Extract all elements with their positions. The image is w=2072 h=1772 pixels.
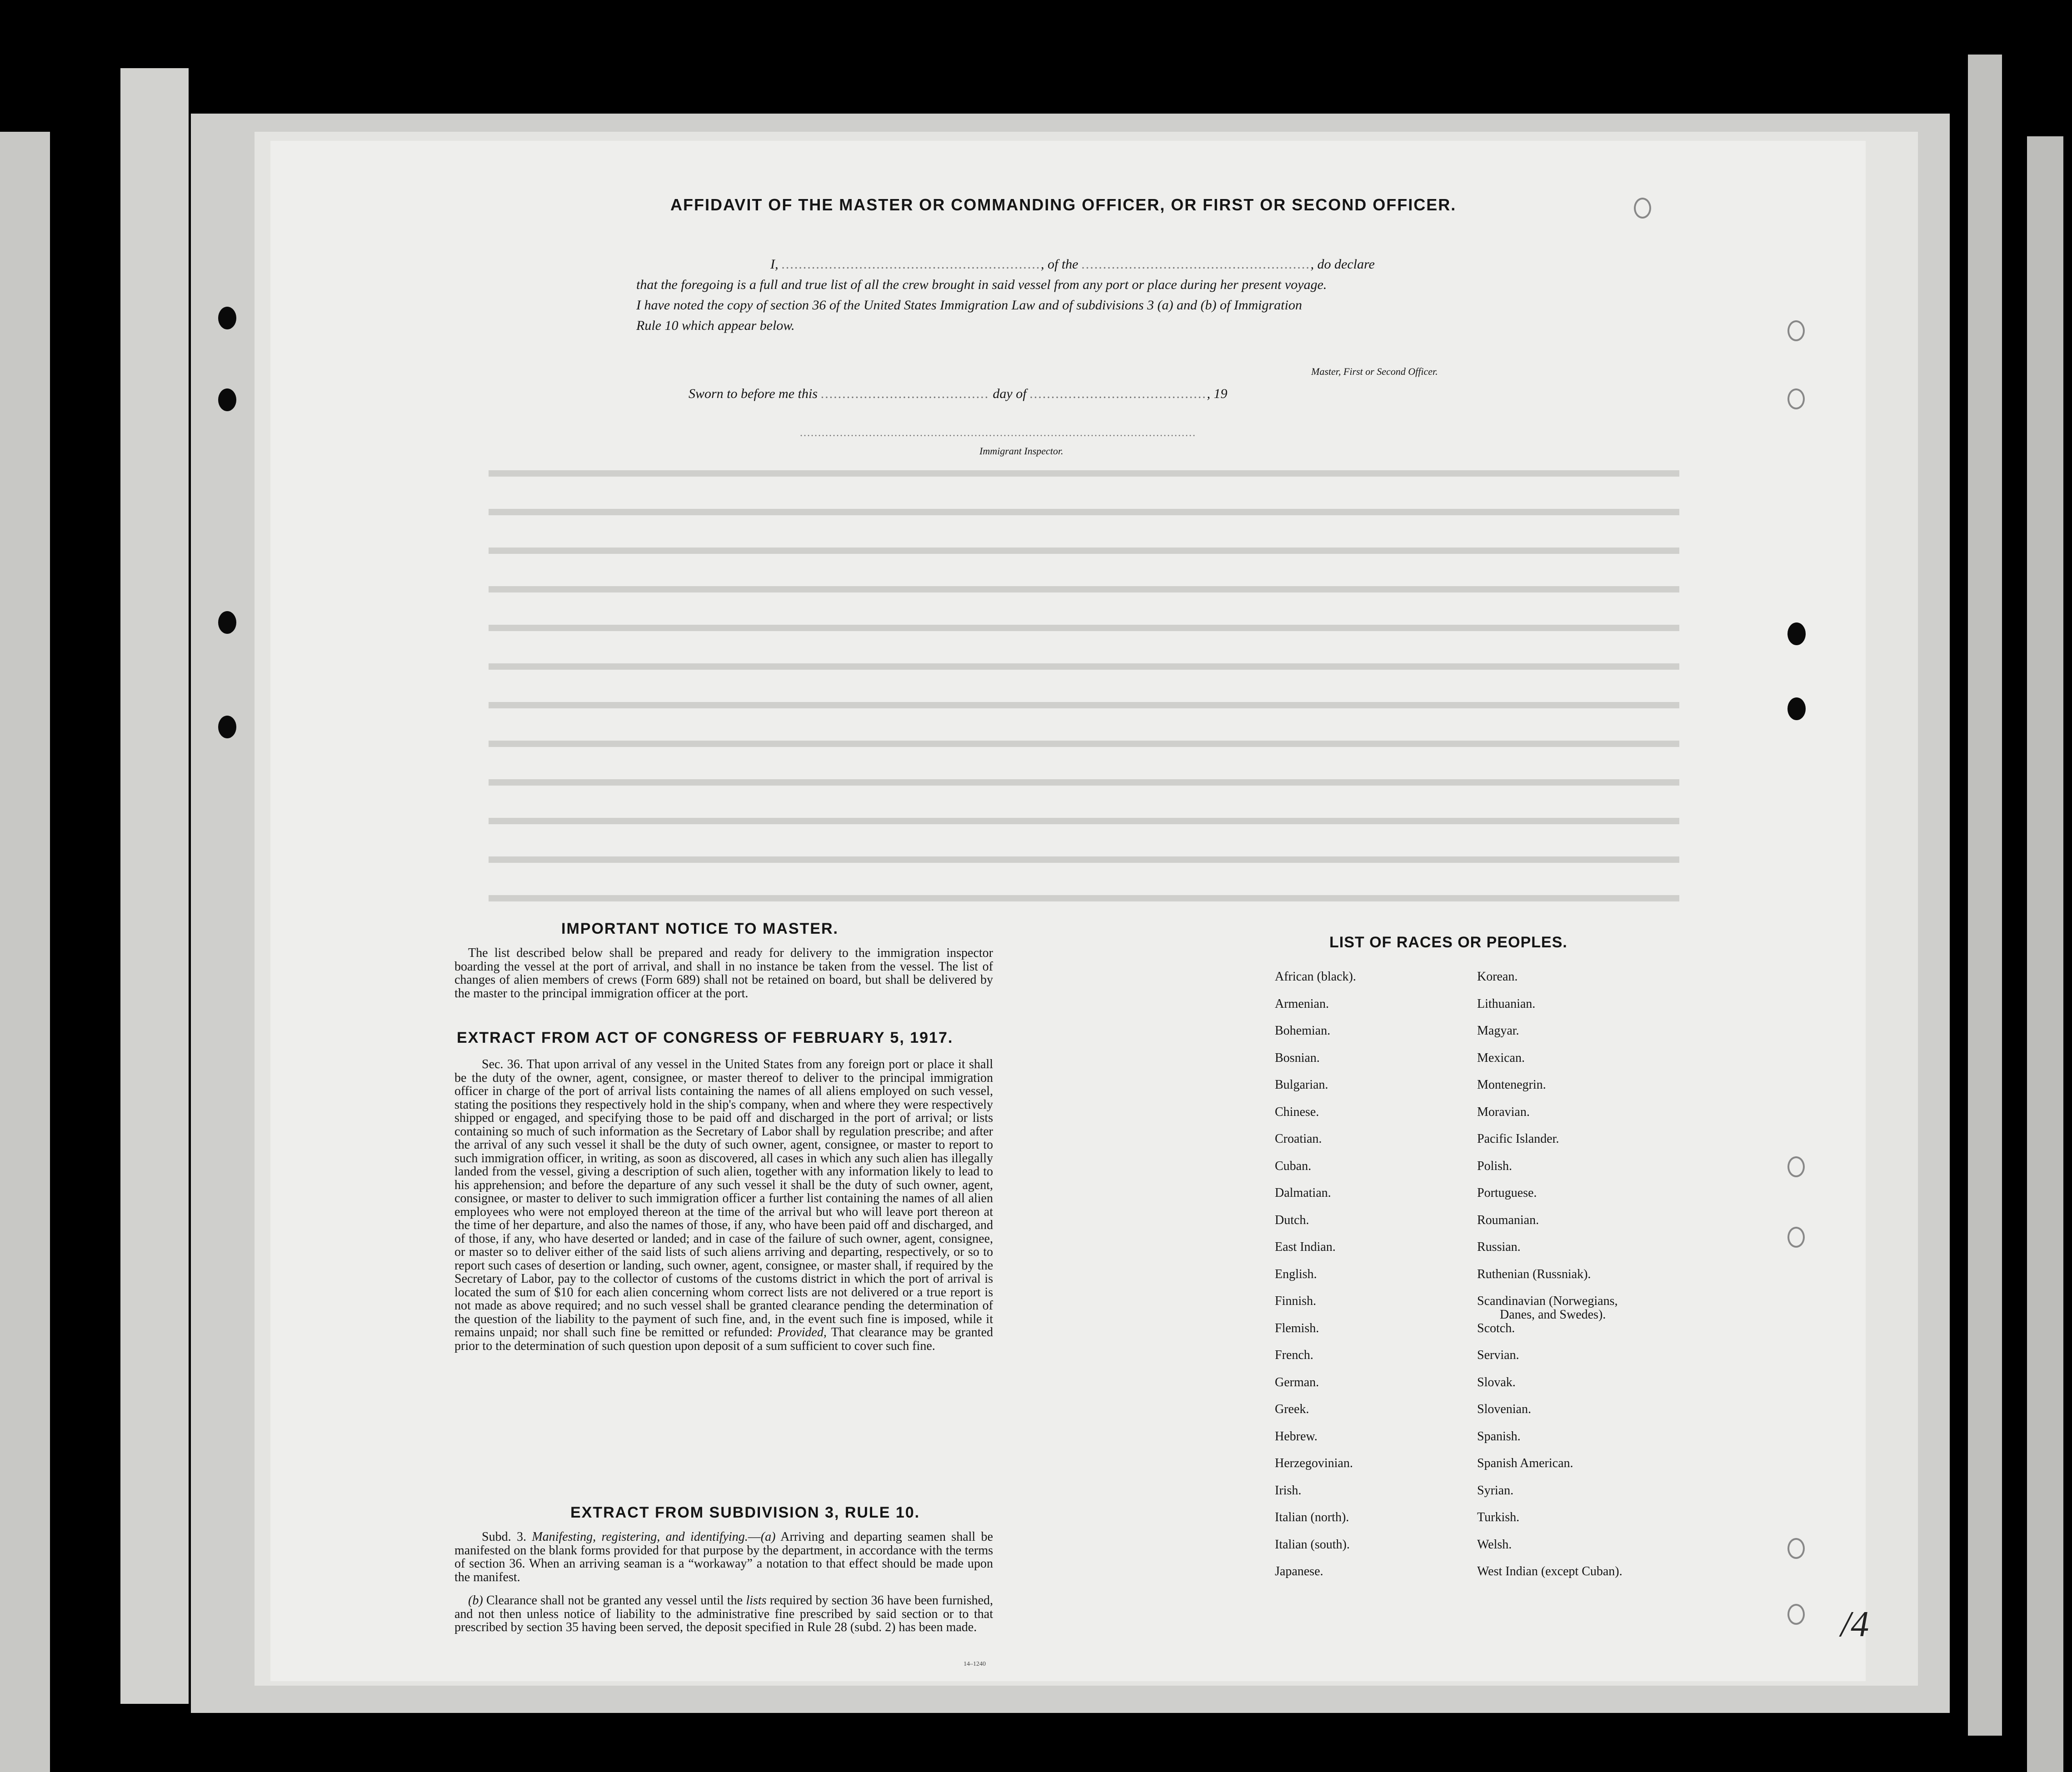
race-label: Irish. xyxy=(1275,1483,1302,1498)
punch-hole xyxy=(1787,388,1805,409)
race-label: Magyar. xyxy=(1477,1024,1519,1038)
race-item xyxy=(1477,1511,1623,1538)
race-item xyxy=(1477,1186,1623,1214)
bleed-through-row xyxy=(489,625,1679,631)
punch-hole xyxy=(218,307,236,329)
race-item xyxy=(1477,1132,1623,1160)
race-label: Korean. xyxy=(1477,970,1518,984)
rule-b-text-1: Clearance shall not be granted any vessel until the xyxy=(486,1593,743,1608)
race-label: Croatian. xyxy=(1275,1132,1322,1146)
race-item xyxy=(1275,1430,1356,1457)
race-label: English. xyxy=(1275,1267,1317,1281)
affidavit-line-3: I have noted the copy of section 36 of the United States Immigration Law and of subdivisions 3 (a) and (b) of Immigration xyxy=(636,298,1302,313)
rule-b-lists: lists xyxy=(746,1593,767,1608)
left-scan-strip-2 xyxy=(120,68,189,1704)
bleed-through-row xyxy=(489,895,1679,901)
notice-heading: IMPORTANT NOTICE TO MASTER. xyxy=(561,920,839,937)
race-item xyxy=(1275,1322,1356,1349)
bleed-through-row xyxy=(489,548,1679,554)
race-item xyxy=(1275,1403,1356,1430)
race-item xyxy=(1477,1078,1623,1105)
race-label: Ruthenian (Russniak). xyxy=(1477,1267,1591,1281)
affidavit-i: I, xyxy=(770,257,779,272)
race-label: Polish. xyxy=(1477,1159,1513,1173)
race-label: African (black). xyxy=(1275,970,1356,984)
act-text-a: That upon arrival of any vessel in the United States from any foreign port or place it shall be the duty of the owner, agent, consignee, or master thereof to deliver to the principal immigration officer in charge of the port of arrival lists containing the names of all aliens employed on such vessel, stating the positions they respectively hold in the ship's company, when and where they were respectively shipped or engaged, and specifying those to be paid off and discharged in the port of arrival; or lists containing so much of such information as the Secretary of Labor shall by regulation prescribe; and after the arrival of any such vessel it shall be the duty of such owner, agent, consignee, or master to report to such immigration officer, in writing, as soon as discovered, all cases in which any such alien has illegally landed from the vessel, giving a description of such alien, together with any information likely to lead to his apprehension; and before the departure of any such vessel it shall be the duty of such owner, agent, consignee, or master to deliver to such immigration officer a further list containing the names of all alien employees who were not employed thereon at the time of the arrival but who will leave port thereon at the time of her departure, and also the names of those, if any, who have been paid off and discharged, and of those, if any, who have deserted or landed; and in case of the failure of such owner, agent, consignee, or master so to deliver either of the said lists of such aliens arriving and departing, respectively, or so to report such cases of desertion or landing, such owner, agent, consignee, or master shall, if required by the Secretary of Labor, pay to the collector of customs of the customs district in which the port of arrival is located the sum of $10 for each alien concerning whom correct lists are not delivered or a true report is not made as above required; and no such vessel shall be granted clearance pending the determination of the question of the liability to the payment of such fine, and, in the event such fine is imposed, while it remains unpaid; nor shall such fine be remitted or refunded: xyxy=(454,1057,993,1339)
race-label: Greek. xyxy=(1275,1402,1309,1416)
sworn-day-of: day of xyxy=(993,386,1027,401)
race-label: Russian. xyxy=(1477,1240,1521,1254)
race-label: Dalmatian. xyxy=(1275,1186,1331,1200)
rule-b-text-2: required by section 36 have been furnished, and not then unless notice of liability to the administrative fine prescribed by said section or to that prescribed by section 35 having been served, the deposit specified in Rule 28 (subd. 2) has been made. xyxy=(454,1593,994,1634)
punch-hole xyxy=(1787,1156,1805,1177)
race-label: Scandinavian (Norwegians, xyxy=(1477,1294,1618,1308)
rule-subd-3b xyxy=(454,1594,993,1634)
race-label: Montenegrin. xyxy=(1477,1078,1546,1092)
rule-heading: EXTRACT FROM SUBDIVISION 3, RULE 10. xyxy=(570,1504,920,1521)
notice-text: The list described below shall be prepared and ready for delivery to the immigration inspector boarding the vessel at the port of arrival, and shall in no instance be taken from the vessel. The list of changes of alien members of crews (Form 689) shall not be retained on board, but shall be delivered by the master to the principal immigration officer at the port. xyxy=(454,946,993,1000)
inspector-label: Immigrant Inspector. xyxy=(979,445,1063,457)
affidavit-line-2: that the foregoing is a full and true list of all the crew brought in said vessel from any port or place during her present voyage. xyxy=(636,277,1327,292)
race-item xyxy=(1275,1024,1356,1051)
race-label: Syrian. xyxy=(1477,1483,1514,1498)
race-item xyxy=(1477,1565,1623,1592)
race-item xyxy=(1275,1240,1356,1268)
race-label-continued: Danes, and Swedes). xyxy=(1500,1308,1606,1322)
race-label: Bohemian. xyxy=(1275,1024,1331,1038)
race-item xyxy=(1477,1240,1623,1268)
sworn-month-blank: ......................................... xyxy=(1030,386,1207,401)
punch-hole xyxy=(1787,1227,1805,1248)
race-label: Armenian. xyxy=(1275,996,1329,1011)
race-item xyxy=(1477,970,1623,997)
race-item xyxy=(1477,1484,1623,1511)
race-label: Turkish. xyxy=(1477,1510,1520,1524)
race-label: Italian (south). xyxy=(1275,1537,1350,1552)
race-item xyxy=(1477,1294,1623,1322)
race-item xyxy=(1275,997,1356,1025)
bleed-through-row xyxy=(489,509,1679,515)
sworn-to: Sworn to before me this xyxy=(689,386,818,401)
rule-subd-3a: Subd. 3. Manifesting, registering, and identifying.—(a) Arriving and departing seamen shall be manifested on the blank forms provided for that purpose by the department, in accordance with the terms of section 36. When an arriving seaman is a “workaway” a notation to that effect should be made upon the manifest. xyxy=(454,1530,993,1584)
race-item xyxy=(1275,1132,1356,1160)
punch-hole xyxy=(1787,697,1806,720)
race-label: Roumanian. xyxy=(1477,1213,1539,1227)
race-item xyxy=(1477,1105,1623,1133)
race-item xyxy=(1477,1349,1623,1376)
race-item xyxy=(1275,1349,1356,1376)
act-sec-label: Sec. 36. xyxy=(482,1057,523,1071)
race-label: Finnish. xyxy=(1275,1294,1317,1308)
race-label: Scotch. xyxy=(1477,1321,1515,1335)
punch-hole xyxy=(218,716,236,738)
act-text-b: That clearance may be granted prior to the determination of such question upon deposit of a sum sufficient to cover such fine. xyxy=(454,1325,994,1353)
race-label: Spanish. xyxy=(1477,1429,1521,1443)
race-label: Moravian. xyxy=(1477,1105,1530,1119)
race-label: Bosnian. xyxy=(1275,1050,1320,1065)
race-item xyxy=(1275,1078,1356,1105)
sworn-day-blank: ....................................... xyxy=(821,386,989,401)
race-label: Lithuanian. xyxy=(1477,996,1536,1011)
race-item xyxy=(1275,1565,1356,1592)
bleed-through-row xyxy=(489,663,1679,670)
officer-signature-label: Master, First or Second Officer. xyxy=(1311,366,1438,377)
race-label: Cuban. xyxy=(1275,1159,1312,1173)
rule-a-label: (a) xyxy=(760,1530,776,1544)
sworn-year: , 19 xyxy=(1207,386,1228,401)
race-label: German. xyxy=(1275,1375,1319,1389)
form-number: 14–1240 xyxy=(964,1661,986,1667)
race-item xyxy=(1275,1268,1356,1295)
races-title: LIST OF RACES OR PEOPLES. xyxy=(1329,934,1568,951)
race-item xyxy=(1275,1511,1356,1538)
race-label: Mexican. xyxy=(1477,1050,1525,1065)
name-blank: ............................................................ xyxy=(782,257,1041,272)
rule-b-label: (b) xyxy=(468,1593,483,1608)
race-label: Chinese. xyxy=(1275,1105,1319,1119)
race-label: French. xyxy=(1275,1348,1313,1362)
affidavit-do-declare: , do declare xyxy=(1310,257,1375,272)
races-right-column xyxy=(1477,970,1623,1592)
punch-hole xyxy=(1787,320,1805,341)
rule-subd-title: Manifesting, registering, and identifying. xyxy=(532,1530,748,1544)
right-scan-strip xyxy=(1968,55,2002,1736)
race-item xyxy=(1275,970,1356,997)
race-label: East Indian. xyxy=(1275,1240,1336,1254)
bleed-through-row xyxy=(489,741,1679,747)
race-label: Herzegovinian. xyxy=(1275,1456,1353,1470)
race-item xyxy=(1477,1051,1623,1079)
sworn-line xyxy=(689,386,1228,402)
race-label: Pacific Islander. xyxy=(1477,1132,1559,1146)
race-item xyxy=(1477,1403,1623,1430)
races-left-column xyxy=(1275,970,1356,1592)
punch-hole xyxy=(218,611,236,634)
race-label: West Indian (except Cuban). xyxy=(1477,1564,1623,1578)
bleed-through-row xyxy=(489,818,1679,824)
bleed-through-row xyxy=(489,586,1679,592)
affidavit-of-the: , of the xyxy=(1041,257,1078,272)
race-item xyxy=(1275,1457,1356,1484)
bleed-through-row xyxy=(489,856,1679,863)
right-scan-strip-2 xyxy=(2027,136,2063,1772)
affidavit-page xyxy=(270,141,1869,1681)
race-label: Japanese. xyxy=(1275,1564,1323,1578)
race-item xyxy=(1477,1024,1623,1051)
rule-subd-label: Subd. 3. xyxy=(482,1530,526,1544)
race-item xyxy=(1477,1430,1623,1457)
punch-hole xyxy=(218,388,236,411)
race-label: Portuguese. xyxy=(1477,1186,1537,1200)
handwritten-mark: /4 xyxy=(1841,1604,1869,1644)
race-label: Spanish American. xyxy=(1477,1456,1573,1470)
race-item xyxy=(1275,1051,1356,1079)
race-label: Hebrew. xyxy=(1275,1429,1318,1443)
race-label: Welsh. xyxy=(1477,1537,1512,1552)
punch-hole xyxy=(1787,1604,1805,1625)
punch-hole xyxy=(1634,198,1651,219)
race-label: Bulgarian. xyxy=(1275,1078,1328,1092)
race-label: Slovenian. xyxy=(1477,1402,1531,1416)
bleed-through-row xyxy=(489,779,1679,786)
inspector-signature-blank: ............................................................................................................. xyxy=(800,427,1196,439)
bleed-through-row xyxy=(489,470,1679,477)
act-heading: EXTRACT FROM ACT OF CONGRESS OF FEBRUARY 5, 1917. xyxy=(457,1029,954,1046)
race-item xyxy=(1275,1376,1356,1403)
affidavit-line-4: Rule 10 which appear below. xyxy=(636,318,795,333)
affidavit-title: AFFIDAVIT OF THE MASTER OR COMMANDING OFFICER, OR FIRST OR SECOND OFFICER. xyxy=(670,195,1457,214)
race-item xyxy=(1275,1484,1356,1511)
race-item xyxy=(1275,1294,1356,1322)
race-label: Slovak. xyxy=(1477,1375,1516,1389)
bleed-through-row xyxy=(489,702,1679,708)
race-label: Flemish. xyxy=(1275,1321,1319,1335)
race-item xyxy=(1477,1457,1623,1484)
punch-hole xyxy=(1787,622,1806,645)
race-label: Servian. xyxy=(1477,1348,1519,1362)
affidavit-line-1 xyxy=(770,257,1375,272)
race-label: Dutch. xyxy=(1275,1213,1309,1227)
race-item xyxy=(1477,1214,1623,1241)
race-item xyxy=(1275,1538,1356,1565)
act-provided: Provided, xyxy=(777,1325,827,1339)
race-item xyxy=(1275,1160,1356,1187)
race-item xyxy=(1477,1538,1623,1565)
race-item xyxy=(1477,997,1623,1025)
race-item xyxy=(1477,1268,1623,1295)
race-item xyxy=(1275,1186,1356,1214)
left-scan-strip xyxy=(0,132,50,1772)
punch-hole xyxy=(1787,1538,1805,1559)
race-item xyxy=(1275,1105,1356,1133)
rule-a-text: Arriving and departing seamen shall be manifested on the blank forms provided for that purpose by the department, in accordance with the terms of section 36. When an arriving seaman is a “workaway” a notation to that effect should be made upon the manifest. xyxy=(454,1530,993,1584)
race-item xyxy=(1275,1214,1356,1241)
race-item xyxy=(1477,1322,1623,1349)
race-item xyxy=(1477,1160,1623,1187)
act-section-36 xyxy=(454,1058,993,1353)
race-label: Italian (north). xyxy=(1275,1510,1349,1524)
race-item xyxy=(1477,1376,1623,1403)
vessel-blank: ..................................................... xyxy=(1082,257,1311,272)
